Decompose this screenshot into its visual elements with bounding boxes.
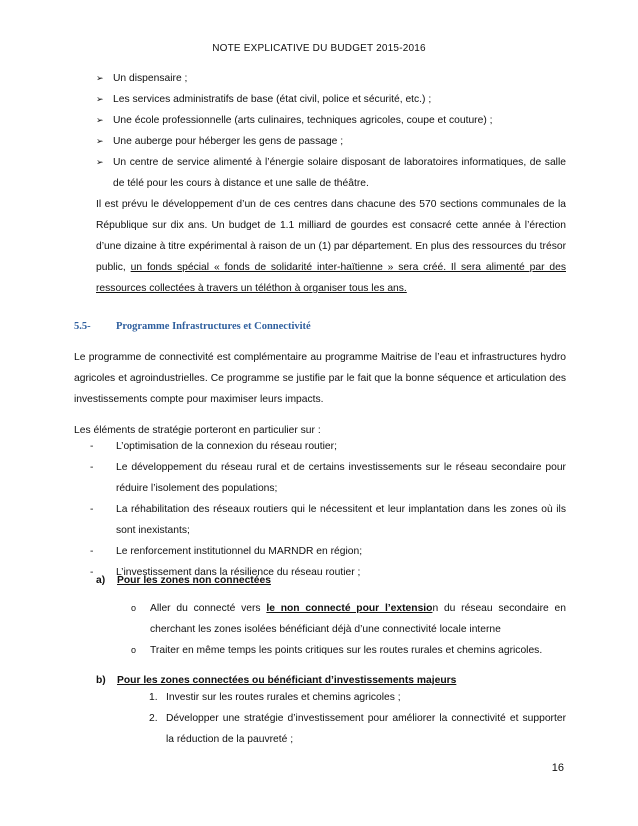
subheading-label: b) [96, 675, 106, 686]
subheading-b [96, 675, 456, 686]
section-heading [74, 321, 311, 332]
list-item: 1. Investir sur les routes rurales et chemins agricoles ; [149, 687, 566, 708]
list-item: ➢ Une auberge pour héberger les gens de passage ; [96, 131, 566, 152]
circle-bullet-icon: o [131, 645, 137, 655]
circle-bullet-list [131, 598, 566, 661]
dash-bullet: - [90, 567, 94, 578]
bold-underlined-text: le non connecté pour l’extensio [266, 603, 433, 614]
arrow-bullet-icon: ➢ [96, 115, 104, 125]
arrow-bullet-icon: ➢ [96, 157, 104, 167]
arrow-bullet-icon: ➢ [96, 94, 104, 104]
dash-bullet: - [90, 504, 94, 515]
list-item: - L’optimisation de la connexion du réseau routier; [90, 436, 566, 457]
subheading-label: a) [96, 575, 106, 586]
subheading-title: Pour les zones non connectées [117, 575, 271, 586]
paragraph-centres: Il est prévu le développement d’un de ces centres dans chacune des 570 sections communales de la République sur dix ans. Un budget de 1.1 milliard de gourdes est consacré cette année à l’érection d’une dizaine à titre expérimental à raison de un (1) par département. En plus des ressources du trésor public, un fonds spécial « fonds de solidarité inter-haïtienne » sera créé. Il sera alimenté par des ressources collectées à travers un téléthon à organiser tous les ans. [96, 199, 566, 294]
list-item: - L’investissement dans la résilience du réseau routier ; [90, 562, 566, 583]
dash-bullet: - [90, 462, 94, 473]
list-item: 2. Développer une stratégie d’investissement pour améliorer la connectivité et supporter la réduction de la pauvreté ; [149, 708, 566, 750]
list-item: o Traiter en même temps les points critiques sur les routes rurales et chemins agricoles. [131, 640, 566, 661]
list-item: ➢ Un centre de service alimenté à l’énergie solaire disposant de laboratoires informatiques, de salle de télé pour les cours à distance et une salle de théâtre. [96, 152, 566, 194]
list-number: 2. [149, 713, 158, 724]
numbered-list [149, 687, 566, 750]
underlined-fund-text: un fonds spécial « fonds de solidarité inter-haïtienne » sera créé. Il sera alimenté par des ressources collectées à travers un téléthon à organiser tous les ans. [96, 262, 566, 294]
section-number: 5.5- [74, 321, 91, 332]
page-header: NOTE EXPLICATIVE DU BUDGET 2015-2016 [212, 43, 426, 54]
paragraph-connectivity: Le programme de connectivité est complémentaire au programme Maitrise de l’eau et infrastructures hydro agricoles et agroindustrielles. Ce programme se justifie par le fait que la bonne séquence et articulation des investissements compte pour maximiser leurs impacts. [74, 352, 566, 405]
list-item: ➢ Une école professionnelle (arts culinaires, techniques agricoles, coupe et couture) ; [96, 110, 566, 131]
section-title: Programme Infrastructures et Connectivité [116, 321, 311, 332]
dash-list [90, 436, 566, 583]
circle-bullet-icon: o [131, 603, 137, 613]
list-number: 1. [149, 692, 158, 703]
paragraph-strategy-intro: Les éléments de stratégie porteront en particulier sur : [74, 425, 321, 436]
dash-bullet: - [90, 546, 94, 557]
subheading-a [96, 575, 271, 586]
arrow-bullet-icon: ➢ [96, 136, 104, 146]
list-item: - Le renforcement institutionnel du MARNDR en région; [90, 541, 566, 562]
list-item: - La réhabilitation des réseaux routiers qui le nécessitent et leur implantation dans les zones où ils sont inexistants; [90, 499, 566, 541]
dash-bullet: - [90, 441, 94, 452]
page-number: 16 [551, 762, 564, 774]
list-item: - Le développement du réseau rural et de certains investissements sur le réseau secondaire pour réduire l’isolement des populations; [90, 457, 566, 499]
list-item: ➢ Un dispensaire ; [96, 68, 566, 89]
arrow-bullet-icon: ➢ [96, 73, 104, 83]
list-item: o Aller du connecté vers le non connecté pour l’extension du réseau secondaire en cherchant les zones isolées bénéficiant déjà d’une connectivité locale interne [131, 598, 566, 640]
list-item: ➢ Les services administratifs de base (état civil, police et sécurité, etc.) ; [96, 89, 566, 110]
subheading-title: Pour les zones connectées ou bénéficiant d’investissements majeurs [117, 675, 457, 686]
arrow-bullet-list [96, 68, 566, 194]
